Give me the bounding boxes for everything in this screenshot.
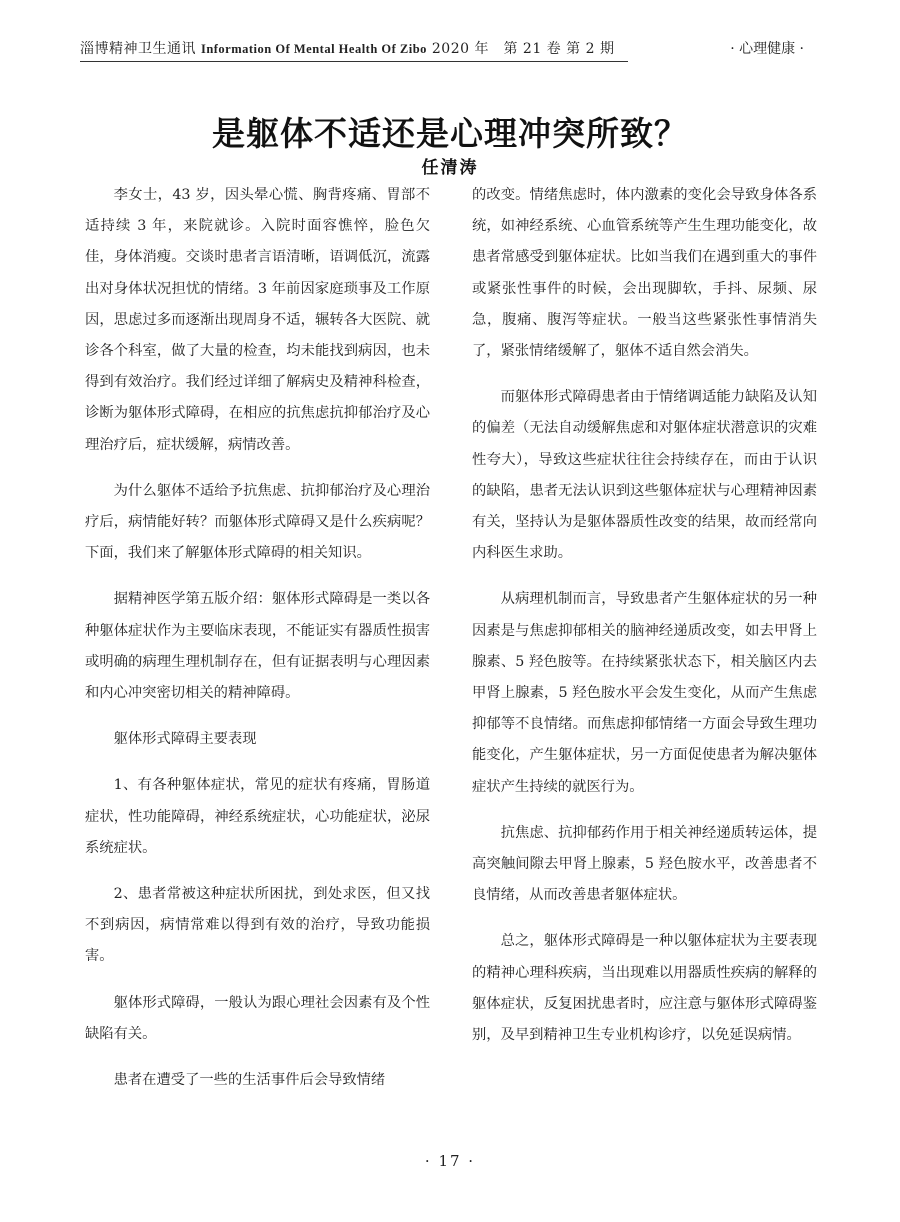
journal-name-cn: 淄博精神卫生通讯 <box>80 41 196 57</box>
article-author: 任清涛 <box>421 158 479 178</box>
section-label: · 心理健康 · <box>730 41 804 57</box>
paragraph: 而躯体形式障碍患者由于情绪调适能力缺陷及认知的偏差（无法自动缓解焦虑和对躯体症状潜意识的灾难性夸大），导致这些症状往往会持续存在，而由于认识的缺陷，患者无法认识到这些躯体症状与心理精神因素有关，坚持认为是躯体器质性改变的结果，故而经常向内科医生求助。 <box>472 389 817 562</box>
paragraph: 抗焦虑、抗抑郁药作用于相关神经递质转运体，提高突触间隙去甲肾上腺素，5 羟色胺水平，改善患者不良情绪，从而改善患者躯体症状。 <box>472 824 817 904</box>
running-header <box>80 38 628 62</box>
paragraph: 2、患者常被这种症状所困扰，到处求医，但又找不到病因，病情常难以得到有效的治疗，导致功能损害。 <box>85 886 430 965</box>
paragraph: 李女士，43 岁，因头晕心慌、胸背疼痛、胃部不适持续 3 年，来院就诊。入院时面容憔悴，脸色欠佳，身体消瘦。交谈时患者言语清晰，语调低沉，流露出对身体状况担忧的情绪。3 年前因家庭琐事及工作原因，思虑过多而逐渐出现周身不适，辗转各大医院、就诊各个科室，做了大量的检查，均未能找到病因，也未得到有效治疗。我们经过详细了解病史及精神科检查，诊断为躯体形式障碍，在相应的抗焦虑抗抑郁治疗及心理治疗后，症状缓解，病情改善。 <box>85 187 430 453</box>
article-title: 是躯体不适还是心理冲突所致？ <box>212 114 688 153</box>
paragraph: 据精神医学第五版介绍：躯体形式障碍是一类以各种躯体症状作为主要临床表现，不能证实有器质性损害或明确的病理生理机制存在，但有证据表明与心理因素和内心冲突密切相关的精神障碍。 <box>85 591 430 702</box>
left-column <box>85 180 430 1111</box>
issue-info: 2020 年 第 21 卷 第 2 期 <box>431 41 615 57</box>
page-number: · 17 · <box>424 1152 476 1170</box>
paragraph: 从病理机制而言，导致患者产生躯体症状的另一种因素是与焦虑抑郁相关的脑神经递质改变，如去甲肾上腺素、5 羟色胺等。在持续紧张状态下，相关脑区内去甲肾上腺素，5 羟色胺水平会发生变化，从而产生焦虑抑郁等不良情绪。而焦虑抑郁情绪一方面会导致生理功能变化，产生躯体症状，另一方面促使患者为解决躯体症状产生持续的就医行为。 <box>472 591 817 795</box>
right-column <box>472 180 817 1066</box>
paragraph: 1、有各种躯体症状，常见的症状有疼痛，胃肠道症状，性功能障碍，神经系统症状，心功能症状，泌尿系统症状。 <box>85 777 430 856</box>
paragraph: 患者在遭受了一些的生活事件后会导致情绪 <box>113 1072 386 1089</box>
paragraph: 总之，躯体形式障碍是一种以躯体症状为主要表现的精神心理科疾病，当出现难以用器质性疾病的解释的躯体症状，反复困扰患者时，应注意与躯体形式障碍鉴别，及早到精神卫生专业机构诊疗，以免延误病情。 <box>472 933 817 1044</box>
paragraph: 的改变。情绪焦虑时，体内激素的变化会导致身体各系统，如神经系统、心血管系统等产生生理功能变化，故患者常感受到躯体症状。比如当我们在遇到重大的事件或紧张性事件的时候，会出现脚软，手抖、尿频、尿急，腹痛、腹泻等症状。一般当这些紧张性事情消失了，紧张情绪缓解了，躯体不适自然会消失。 <box>472 187 817 360</box>
journal-name-en: Information Of Mental Health Of Zibo <box>200 42 427 56</box>
paragraph: 为什么躯体不适给予抗焦虑、抗抑郁治疗及心理治疗后，病情能好转？而躯体形式障碍又是什么疾病呢？下面，我们来了解躯体形式障碍的相关知识。 <box>85 482 430 562</box>
paragraph: 躯体形式障碍，一般认为跟心理社会因素有及个性缺陷有关。 <box>85 994 430 1042</box>
subheading: 躯体形式障碍主要表现 <box>113 731 257 748</box>
